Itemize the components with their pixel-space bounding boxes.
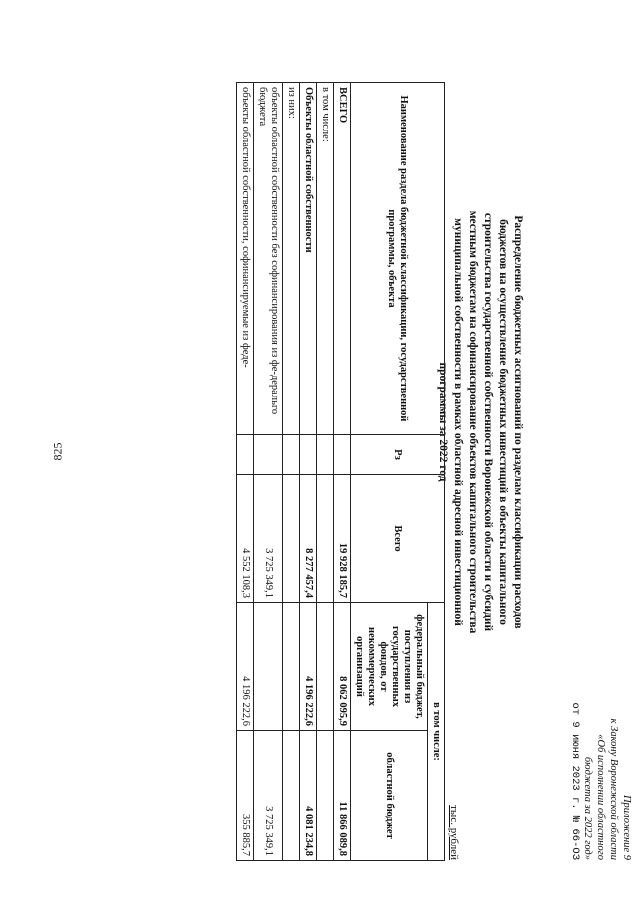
- row-regional: [283, 731, 300, 861]
- row-rz: [283, 435, 300, 475]
- appendix-line-2: к Закону Воронежской области: [608, 718, 619, 860]
- row-total: [283, 475, 300, 603]
- units-label: тыс. рублей: [448, 805, 460, 860]
- appendix-line-1: Приложение 9: [621, 794, 632, 860]
- table-row: [300, 83, 317, 861]
- table-header-row-1: [428, 83, 445, 861]
- row-federal: 8 062 095,9: [334, 603, 351, 731]
- budget-table: [236, 82, 445, 861]
- rotated-page-content: [135, 42, 635, 862]
- header-federal: федеральный бюджет, поступления из государственных фондов, от некоммерческих организаций: [351, 603, 428, 731]
- row-name: Объекты областной собственности: [300, 83, 317, 435]
- row-name: объекты областной собственности, софинансируемые из феде-: [237, 83, 254, 435]
- row-rz: [334, 435, 351, 475]
- table-row: [237, 83, 254, 861]
- header-including: в том числе:: [428, 603, 445, 861]
- header-name: Наименование раздела бюджетной классификации, государственной программы, объекта: [351, 83, 445, 435]
- header-regional: областной бюджет: [351, 731, 428, 861]
- row-name: объекты областной собственности без софинансирования из фе-деральго бюджета: [254, 83, 283, 435]
- row-regional: 11 866 089,8: [334, 731, 351, 861]
- row-federal: 4 196 222,6: [237, 603, 254, 731]
- appendix-line-5: от 9 июня 2023 г. № 66-ОЗ: [569, 702, 581, 860]
- row-total: [317, 475, 334, 603]
- row-rz: [300, 435, 317, 475]
- document-title: Распределение бюджетных ассигнований по разделам классификации расходов бюджетов на осуществление бюджетных инвестиций в объекты капитального строительства государственной собственности Воронежской области и субсидий местным бюджетам на софинансирование объектов капитального строительства муниципальной собственности в рамках областной адресной инвестиционной программы за 2022 год: [437, 210, 524, 634]
- table-row: [254, 83, 283, 861]
- row-regional: 3 725 349,1: [254, 731, 283, 861]
- row-rz: [254, 435, 283, 475]
- table-row: [317, 83, 334, 861]
- row-name: в том числе:: [317, 83, 334, 435]
- row-federal: [283, 603, 300, 731]
- row-federal: 4 196 222,6: [300, 603, 317, 731]
- row-name: ВСЕГО: [334, 83, 351, 435]
- row-rz: [317, 435, 334, 475]
- row-total: 8 277 457,4: [300, 475, 317, 603]
- appendix-line-3: «Об исполнении областного: [595, 734, 606, 860]
- row-name: из них:: [283, 83, 300, 435]
- header-total: Всего: [351, 475, 445, 603]
- row-regional: [317, 731, 334, 861]
- appendix-reference: [568, 646, 633, 860]
- row-total: 4 552 108,3: [237, 475, 254, 603]
- table-row: [334, 83, 351, 861]
- row-total: 3 725 349,1: [254, 475, 283, 603]
- table-row: [283, 83, 300, 861]
- row-federal: [317, 603, 334, 731]
- row-total: 19 928 185,7: [334, 475, 351, 603]
- row-federal: [254, 603, 283, 731]
- appendix-line-4: бюджета за 2022 год»: [582, 756, 593, 860]
- header-rz: Рз: [351, 435, 445, 475]
- row-regional: 4 081 234,8: [300, 731, 317, 861]
- row-rz: [237, 435, 254, 475]
- page-number: 825: [50, 442, 65, 461]
- row-regional: 355 885,7: [237, 731, 254, 861]
